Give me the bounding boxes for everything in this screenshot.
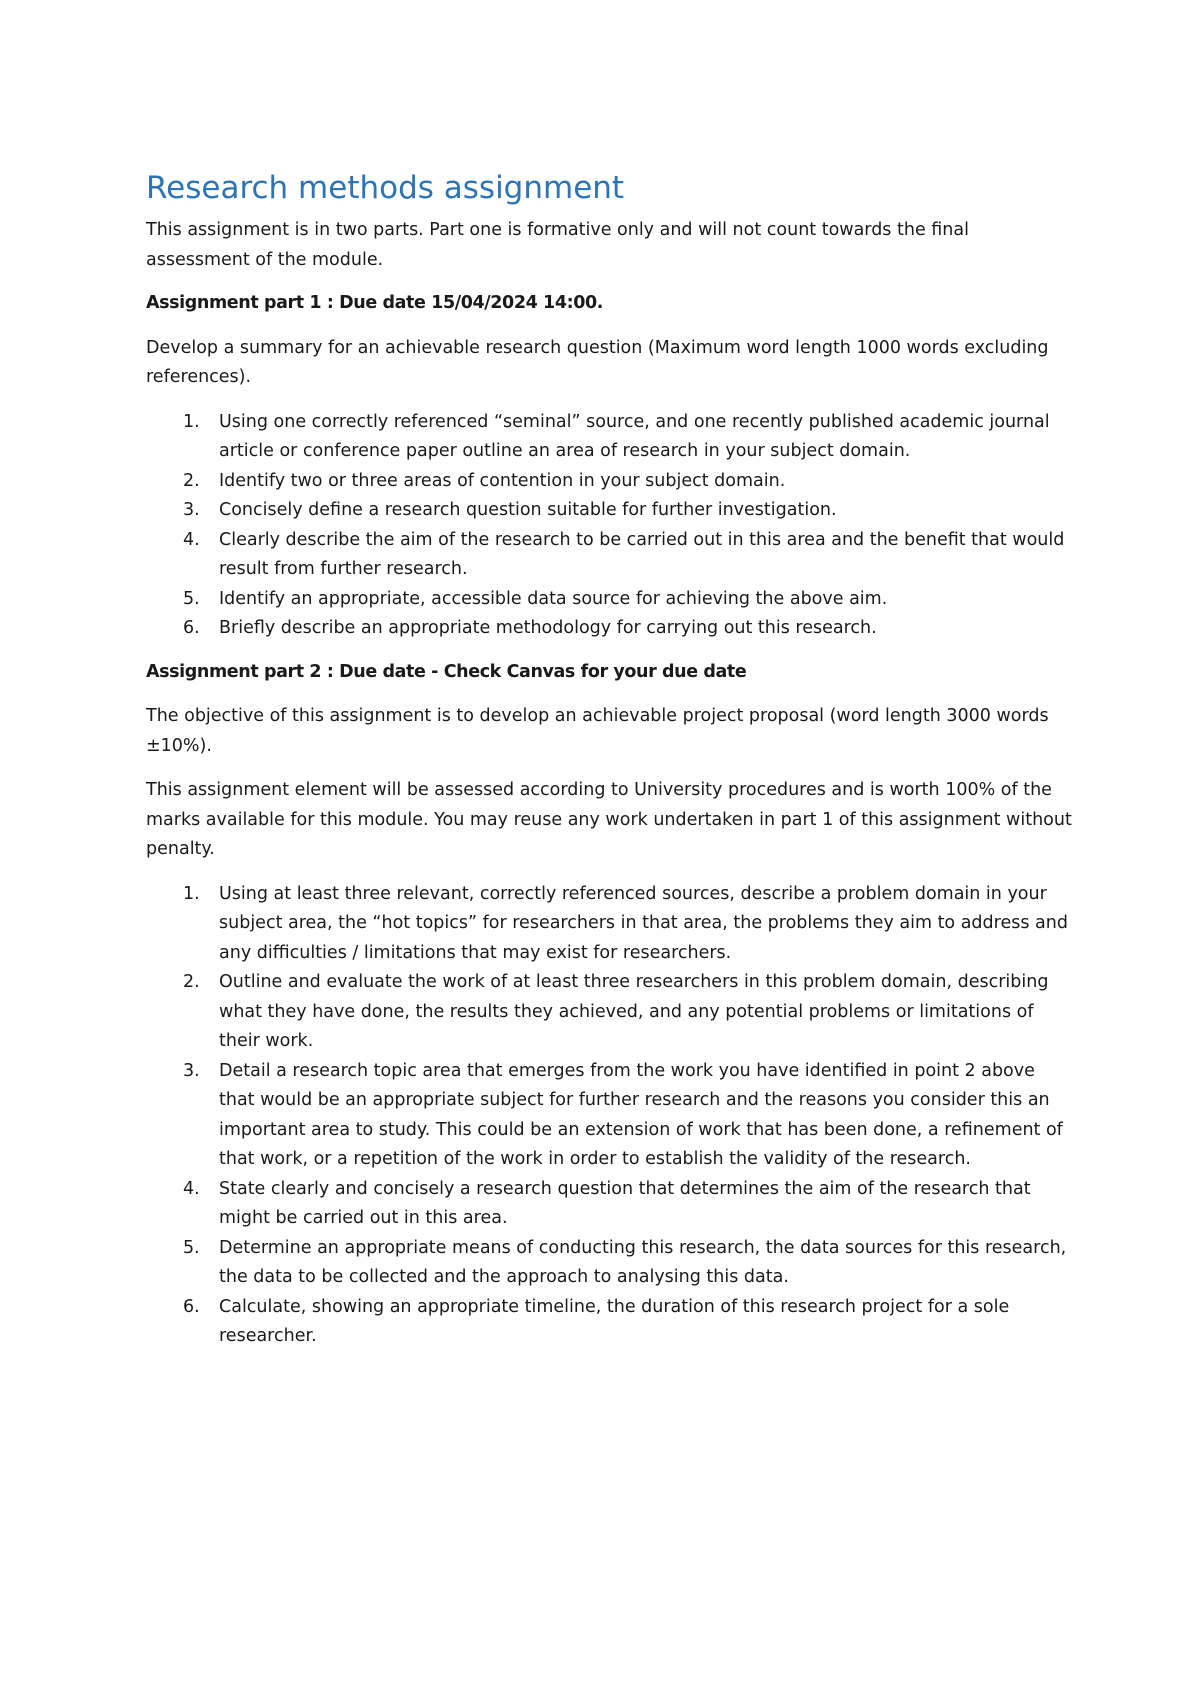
- part1-heading: Assignment part 1 : Due date 15/04/2024 14:00.: [146, 293, 604, 313]
- part2-section: [146, 658, 1075, 1352]
- list-item-text: Determine an appropriate means of conducting this research, the data sources for this research, the data to be collected and the approach to analysing this data.: [219, 1237, 1067, 1287]
- list-number: 3.: [183, 1060, 200, 1081]
- part2-task-list: [146, 880, 1075, 1352]
- list-item: [183, 408, 1075, 467]
- list-number: 1.: [183, 883, 200, 904]
- part1-task-list: [146, 408, 1075, 644]
- list-item-text: Outline and evaluate the work of at least three researchers in this problem domain, describing what they have done, the results they achieved, and any potential problems or limitations of their work.: [219, 972, 1049, 1051]
- list-item: [183, 585, 1075, 615]
- list-item-text: Identify two or three areas of contention in your subject domain.: [219, 470, 786, 491]
- part2-heading: Assignment part 2 : Due date - Check Canvas for your due date: [146, 661, 747, 682]
- list-item-text: Using one correctly referenced “seminal” source, and one recently published academic journal article or conference paper outline an area of research in your subject domain.: [219, 411, 1050, 461]
- part1-description: Develop a summary for an achievable research question (Maximum word length 1000 words excluding references).: [146, 337, 1049, 387]
- list-item: [183, 968, 1075, 1057]
- list-item-text: Using at least three relevant, correctly referenced sources, describe a problem domain in your subject area, the “hot topics” for researchers in that area, the problems they aim to address and any difficulties / limitations that may exist for researchers.: [219, 883, 1068, 963]
- list-item: [183, 526, 1075, 585]
- list-item-text: Briefly describe an appropriate methodology for carrying out this research.: [219, 618, 877, 638]
- list-number: 6.: [183, 1296, 200, 1317]
- intro-paragraph: This assignment is in two parts. Part one is formative only and will not count towards the final assessment of the module.: [146, 220, 969, 270]
- list-item: [183, 467, 1075, 497]
- list-item: [183, 1234, 1075, 1293]
- part2-objective: The objective of this assignment is to develop an achievable project proposal (word length 3000 words ±10%).: [146, 706, 1049, 756]
- list-number: 2.: [183, 470, 200, 491]
- list-number: 6.: [183, 618, 200, 638]
- list-item-text: Detail a research topic area that emerges from the work you have identified in point 2 above that would be an appropriate subject for further research and the reasons you consider this an important area to study. This could be an extension of work that has been done, a refinement of that work, or a repetition of the work in order to establish the validity of the research.: [219, 1060, 1063, 1169]
- list-item-text: Concisely define a research question suitable for further investigation.: [219, 500, 837, 520]
- list-number: 4.: [183, 529, 200, 550]
- list-item-text: Identify an appropriate, accessible data source for achieving the above aim.: [219, 588, 888, 609]
- list-number: 5.: [183, 1237, 200, 1258]
- list-item: [183, 1293, 1075, 1352]
- list-number: 2.: [183, 972, 200, 992]
- list-item: [183, 1057, 1075, 1175]
- list-number: 5.: [183, 588, 200, 609]
- list-item-text: State clearly and concisely a research question that determines the aim of the research that might be carried out in this area.: [219, 1178, 1031, 1228]
- list-item: [183, 496, 1075, 526]
- list-number: 3.: [183, 500, 200, 520]
- list-item-text: Clearly describe the aim of the research to be carried out in this area and the benefit that would result from further research.: [219, 529, 1065, 579]
- part2-assessment: This assignment element will be assessed according to University procedures and is worth 100% of the marks available for this module. You may reuse any work undertaken in part 1 of this assignment without penalty.: [146, 780, 1072, 859]
- document-title: Research methods assignment: [146, 170, 625, 206]
- list-number: 4.: [183, 1178, 200, 1199]
- list-item: [183, 614, 1075, 644]
- list-number: 1.: [183, 411, 200, 432]
- list-item: [183, 880, 1075, 969]
- list-item-text: Calculate, showing an appropriate timeline, the duration of this research project for a sole researcher.: [219, 1296, 1010, 1346]
- part1-section: [146, 289, 1075, 644]
- list-item: [183, 1175, 1075, 1234]
